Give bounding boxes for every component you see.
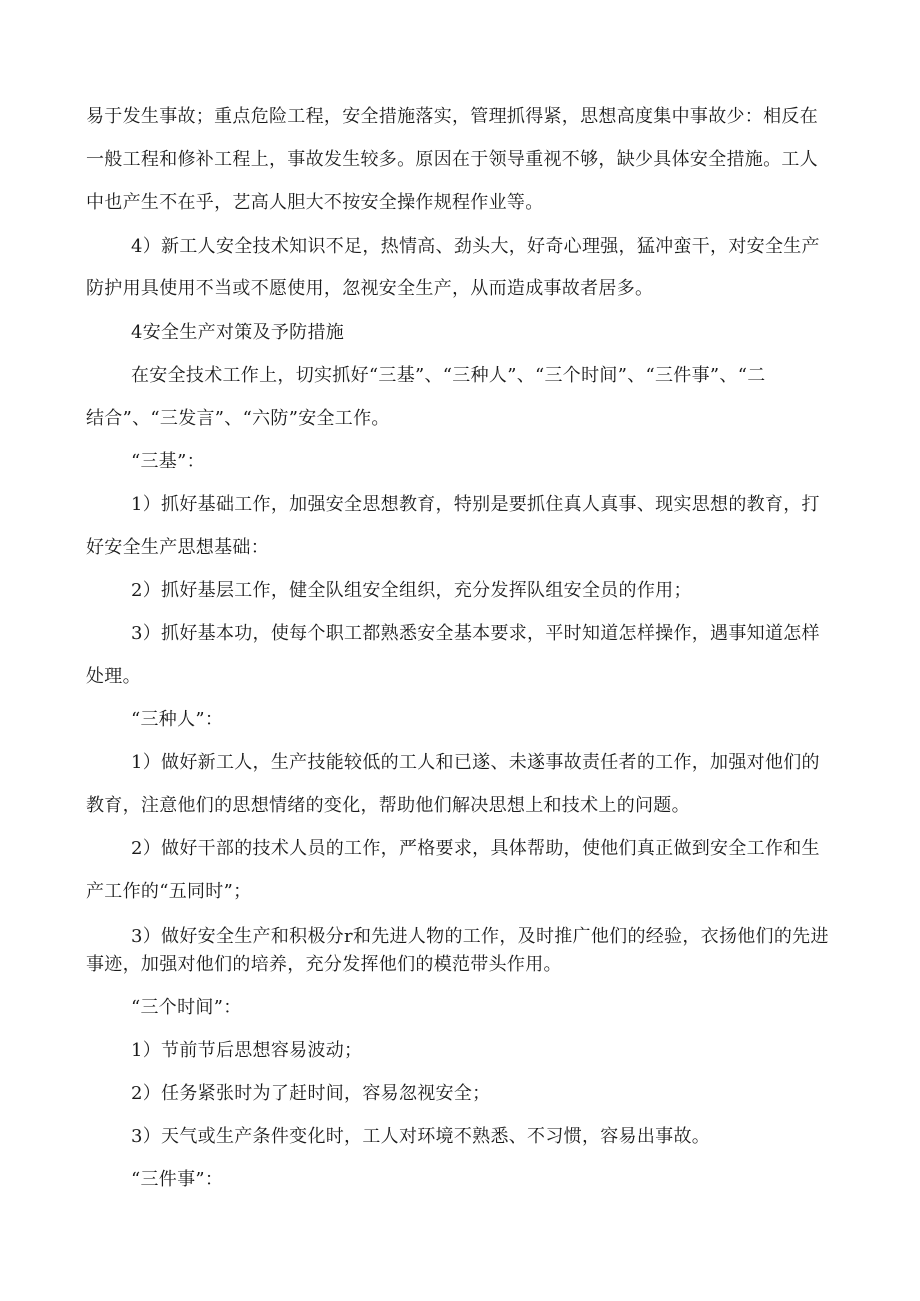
subheading-san-ji: “三基”：	[131, 451, 205, 472]
subheading-san-ge-shi-jian: “三个时间”：	[131, 997, 242, 1018]
text-line: 1）抓好基础工作，加强安全思想教育，特别是要抓住真人真事、现实思想的教育，打	[131, 494, 820, 515]
text-line: 中也产生不在乎，艺高人胆大不按安全操作规程作业等。	[86, 192, 544, 213]
text-line: 教育，注意他们的思想情绪的变化，帮助他们解决思想上和技术上的问题。	[86, 795, 690, 816]
text-line: 处理。	[86, 666, 141, 687]
text-line: 3）抓好基本功，使每个职工都熟悉安全基本要求，平时知道怎样操作，遇事知道怎样	[131, 623, 820, 644]
text-line: 1）做好新工人，生产技能较低的工人和已遂、未遂事故责任者的工作，加强对他们的	[131, 752, 820, 773]
subheading-san-jian-shi: “三件事”：	[131, 1169, 224, 1190]
text-line: 易于发生事故；重点危险工程，安全措施落实，管理抓得紧，思想高度集中事故少：相反在	[86, 106, 818, 127]
section-heading: 4安全生产对策及予防措施	[131, 322, 345, 343]
text-line: 结合”、“三发言”、“六防”安全工作。	[86, 408, 390, 429]
text-line: 好安全生产思想基础：	[86, 537, 269, 558]
text-line: 4）新工人安全技术知识不足，热情高、劲头大，好奇心理强，猛冲蛮干，对安全生产	[131, 236, 820, 257]
text-line: 事迹，加强对他们的培养，充分发挥他们的模范带头作用。	[86, 954, 562, 975]
text-line: 防护用具使用不当或不愿使用，忽视安全生产，从而造成事故者居多。	[86, 278, 654, 299]
text-line: 3）做好安全生产和积极分r和先进人物的工作，及时推广他们的经验，衣扬他们的先进	[131, 926, 829, 947]
text-line: 2）抓好基层工作，健全队组安全组织，充分发挥队组安全员的作用；	[131, 580, 692, 601]
text-line: 在安全技术工作上，切实抓好“三基”、“三种人”、“三个时间”、“三件事”、“二	[131, 365, 766, 386]
text-line: 3）天气或生产条件变化时，工人对环境不熟悉、不习惯，容易出事故。	[131, 1126, 711, 1147]
text-line: 一般工程和修补工程上，事故发生较多。原因在于领导重视不够，缺少具体安全措施。工人	[86, 149, 818, 170]
subheading-san-zhong-ren: “三种人”：	[131, 709, 224, 730]
text-line: 2）做好干部的技术人员的工作，严格要求，具体帮助，使他们真正做到安全工作和生	[131, 838, 820, 859]
text-line: 产工作的“五同时”；	[86, 881, 252, 902]
text-line: 1）节前节后思想容易波动；	[131, 1040, 363, 1061]
text-line: 2）任务紧张时为了赶时间，容易忽视安全；	[131, 1083, 491, 1104]
